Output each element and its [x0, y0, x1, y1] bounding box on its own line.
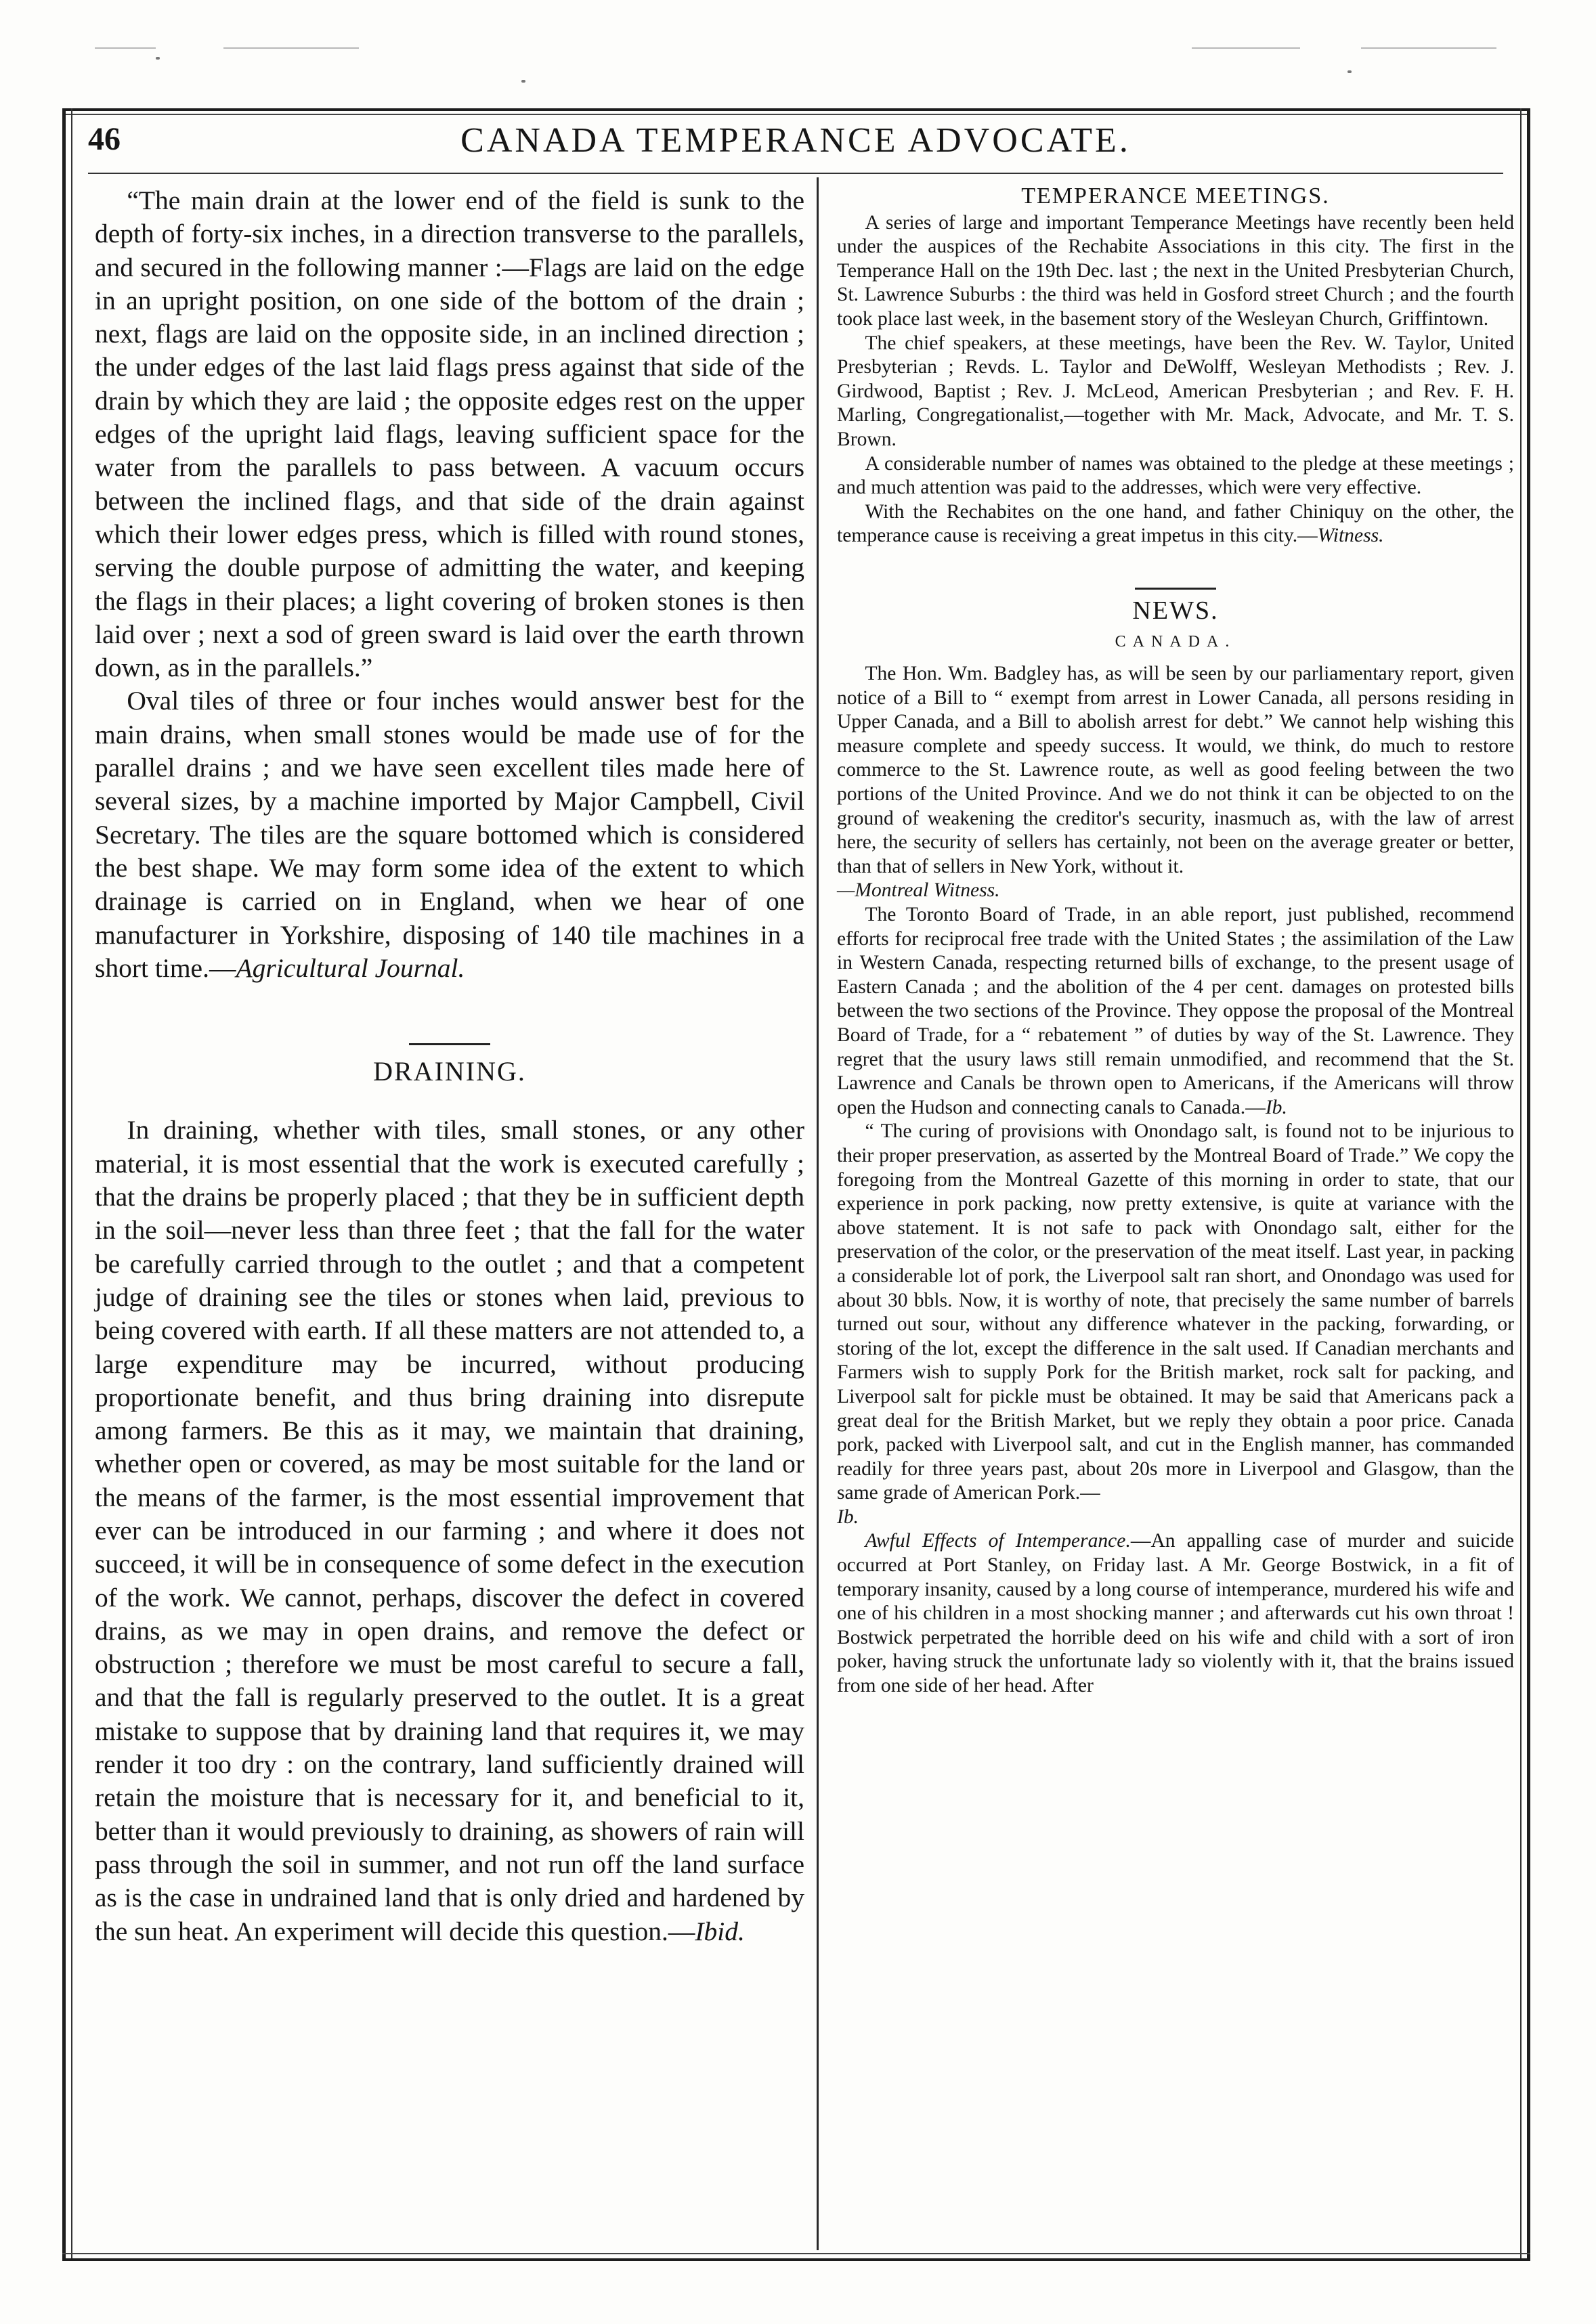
- source-citation: Agricultural Journal.: [236, 952, 465, 983]
- running-title: CANADA TEMPERANCE ADVOCATE.: [460, 121, 1131, 160]
- section-heading-temperance-meetings: TEMPERANCE MEETINGS.: [1021, 183, 1330, 209]
- article-paragraph: The chief speakers, at these meetings, have been the Rev. W. Taylor, United Presbyterian ; Revds. L. Taylor and DeWolff, Wesleyan Methodists ; Rev. J. Girdwood, Baptist ; Rev. J. McLeod, American Presbyterian ; and Rev. F. H. Marling, Congregationalist,—together with Mr. Mack, Advocate, and Mr. T. S. Brown.: [837, 332, 1514, 450]
- left-column: [95, 184, 804, 1948]
- paragraph-text: Oval tiles of three or four inches would answer best for the main drains, when small stones would be made use of for the parallel drains ; and we have seen excellent tiles made here of several sizes, by a machine imported by Major Campbell, Civil Secretary. The tiles are the square bottomed which is considered the best shape. We may form some idea of the extent to which drainage is carried on in England, when we hear of one manufacturer in Yorkshire, disposing of 140 tile machines in a short time.—: [95, 686, 804, 983]
- scan-speck: [521, 80, 525, 83]
- section-heading-news: NEWS.: [1132, 596, 1219, 625]
- scan-speck: [1347, 70, 1352, 73]
- article-paragraph: [95, 684, 804, 985]
- paragraph-text: In draining, whether with tiles, small stones, or any other material, it is most essential that the work is executed carefully ; that the drains be properly placed ; that they be in sufficient depth in the soil—never less than three feet ; that the fall for the water be carefully carried through to the outlet ; and that a competent judge of draining see the tiles or stones when laid, previous to being covered with earth. If all these matters are not attended to, a large expenditure may be incurred, without producing proportionate benefit, and thus bring draining into disrepute among farmers. Be this as it may, we maintain that draining, whether open or covered, as may be most suitable for the land or the means of the farmer, is the most essential improvement that ever can be introduced in our farming ; and where it does not succeed, it will be in consequence of some defect in the execution of the work. We cannot, perhaps, discover the defect in covered drains, as we may in open drains, and remove the defect or obstruction ; therefore we must be most careful to secure a fall, and that the fall is regularly preserved to the outlet. It is a great mistake to suppose that by draining land that requires it, we may render it too dry : on the contrary, land sufficiently drained will retain the moisture that is necessary for it, and beneficial to it, better than it would previously to draining, as showers of rain will pass through the soil in summer, and not run off the land surface as is the case in undrained land that is only dried and hardened by the sun heat. An experiment will decide this question.—: [95, 1115, 804, 1946]
- source-citation: Ib.: [1265, 1096, 1287, 1118]
- subheading-canada: CANADA.: [1115, 632, 1236, 651]
- article-paragraph: [837, 662, 1514, 903]
- paragraph-text: The Hon. Wm. Badgley has, as will be seen by our parliamentary report, given notice of a Bill to “ exempt from arrest in Lower Canada, all persons residing in Upper Canada, and a Bill to abolish arrest for debt.” We cannot help wishing this measure complete and speedy success. It would, we think, do much to restore commerce to the St. Lawrence route, as well as good feeling between the two portions of the United Province. And we do not think it can be objected to on the ground of weakening the creditor's security, inasmuch as, with the law of arrest here, the security of sellers has certainly, not been on the average greater or better, than that of sellers in New York, without it.: [837, 663, 1514, 877]
- paragraph-text: —An appalling case of murder and suicide occurred at Port Stanley, on Friday last. A Mr. George Bostwick, in a fit of temporary insanity, caused by a long course of intemperance, murdered his wife and one of his children in a most shocking manner ; and afterwards cut his own throat ! Bostwick perpetrated the horrible deed on his wife and child with a sort of iron poker, having struck the unfortunate lady so violently with it, that the brains issued from one side of her head. After: [837, 1530, 1514, 1697]
- bottom-border-rule: [62, 2258, 1530, 2261]
- page-header: [88, 120, 1503, 168]
- section-separator: [1135, 588, 1216, 590]
- article-paragraph: [95, 184, 804, 684]
- article-paragraph: A series of large and important Temperance Meetings have recently been held under the auspices of the Rechabite Associations in this city. The first in the Temperance Hall on the 19th Dec. last ; the next in the United Presbyterian Church, St. Lawrence Suburbs : the third was held in Gosford street Church ; and the fourth took place last week, in the basement story of the Wesleyan Church, Griffintown.: [837, 211, 1514, 330]
- source-citation: Ib.: [837, 1506, 859, 1528]
- scan-artifact: [1361, 47, 1496, 49]
- article-lead: Awful Effects of Intemperance.: [865, 1530, 1131, 1552]
- article-paragraph: [837, 1120, 1514, 1529]
- scan-artifact: [1192, 47, 1300, 49]
- paragraph-text: With the Rechabites on the one hand, and father Chiniquy on the other, the temperance cause is receiving a great impetus in this city.—: [837, 500, 1514, 547]
- article-paragraph: [95, 1114, 804, 1948]
- article-paragraph: A considerable number of names was obtained to the pledge at these meetings ; and much attention was paid to the addresses, which were very effective.: [837, 452, 1514, 499]
- source-citation: —Montreal Witness.: [837, 879, 1000, 902]
- source-citation: Witness.: [1317, 525, 1384, 547]
- column-divider: [817, 177, 819, 2250]
- header-rule: [88, 173, 1503, 174]
- right-column: [837, 184, 1514, 1698]
- article-paragraph: [837, 903, 1514, 1120]
- paragraph-text: “The main drain at the lower end of the field is sunk to the depth of forty-six inches, in a direction transverse to the parallels, and secured in the following manner :—Flags are laid on the edge in an upright position, on one side of the bottom of the drain ; next, flags are laid on the opposite side, in an inclined direction ; the under edges of the last laid flags press against that side of the drain by which they are laid ; the opposite edges rest on the upper edges of the upright laid flags, leaving sufficient space for the water from the parallels to pass between. A vacuum occurs between the inclined flags, and that side of the drain against which their lower edges press, which is filled with round stones, serving the double purpose of admitting the water, and keeping the flags in their places; a light covering of broken stones is then laid over ; next a sod of green sward is laid over the earth thrown down, as in the parallels.”: [95, 185, 804, 683]
- scan-artifact: [223, 47, 359, 49]
- source-citation: Ibid.: [695, 1916, 745, 1946]
- article-paragraph: [837, 1529, 1514, 1698]
- scan-artifact: [95, 47, 156, 49]
- scan-speck: [156, 57, 160, 60]
- page-number: 46: [88, 121, 121, 157]
- bottom-border-inner-rule: [62, 2253, 1530, 2254]
- section-heading-draining: DRAINING.: [373, 1056, 526, 1087]
- article-paragraph: [837, 500, 1514, 548]
- paragraph-text: “ The curing of provisions with Onondago salt, is found not to be injurious to their proper preservation, as asserted by the Montreal Board of Trade.” We copy the foregoing from the Montreal Gazette of this morning in order to state, that our experience in pork packing, now pretty extensive, is quite at variance with the above statement. It is not safe to pack with Onondago salt, either for the preservation of the color, or the preservation of the meat itself. Last year, in packing a considerable lot of pork, the Liverpool salt ran short, and Onondago was used for about 30 bbls. Now, it is worthy of note, that precisely the same number of barrels turned out sour, without any difference whatever in the packing, forwarding, or storing of the lot, except the difference in the salt used. If Canadian merchants and Farmers wish to supply Pork for the British market, rock salt for packing, and Liverpool salt for pickle must be obtained. It may be said that Americans pack a great deal for the British Market, but we reply they obtain a poor price. Canada pork, packed with Liverpool salt, and cut in the English manner, has commanded readily for three years past, about 20s more in Liverpool and Glasgow, than the same grade of American Pork.—: [837, 1120, 1514, 1504]
- paragraph-text: The Toronto Board of Trade, in an able report, just published, recommend efforts for reciprocal free trade with the United States ; the assimilation of the Law in Western Canada, respecting returned bills of exchange, to the present usage of Eastern Canada ; and the abolition of the 4 per cent. damages on protested bills between the two sections of the Province. They oppose the proposal of the Montreal Board of Trade, for a “ rebatement ” of duties by way of the St. Lawrence. They regret that the usury laws still remain unmodified, and recommend that the St. Lawrence and Canals be thrown open to Americans, if the Americans will throw open the Hudson and connecting canals to Canada.—: [837, 904, 1514, 1118]
